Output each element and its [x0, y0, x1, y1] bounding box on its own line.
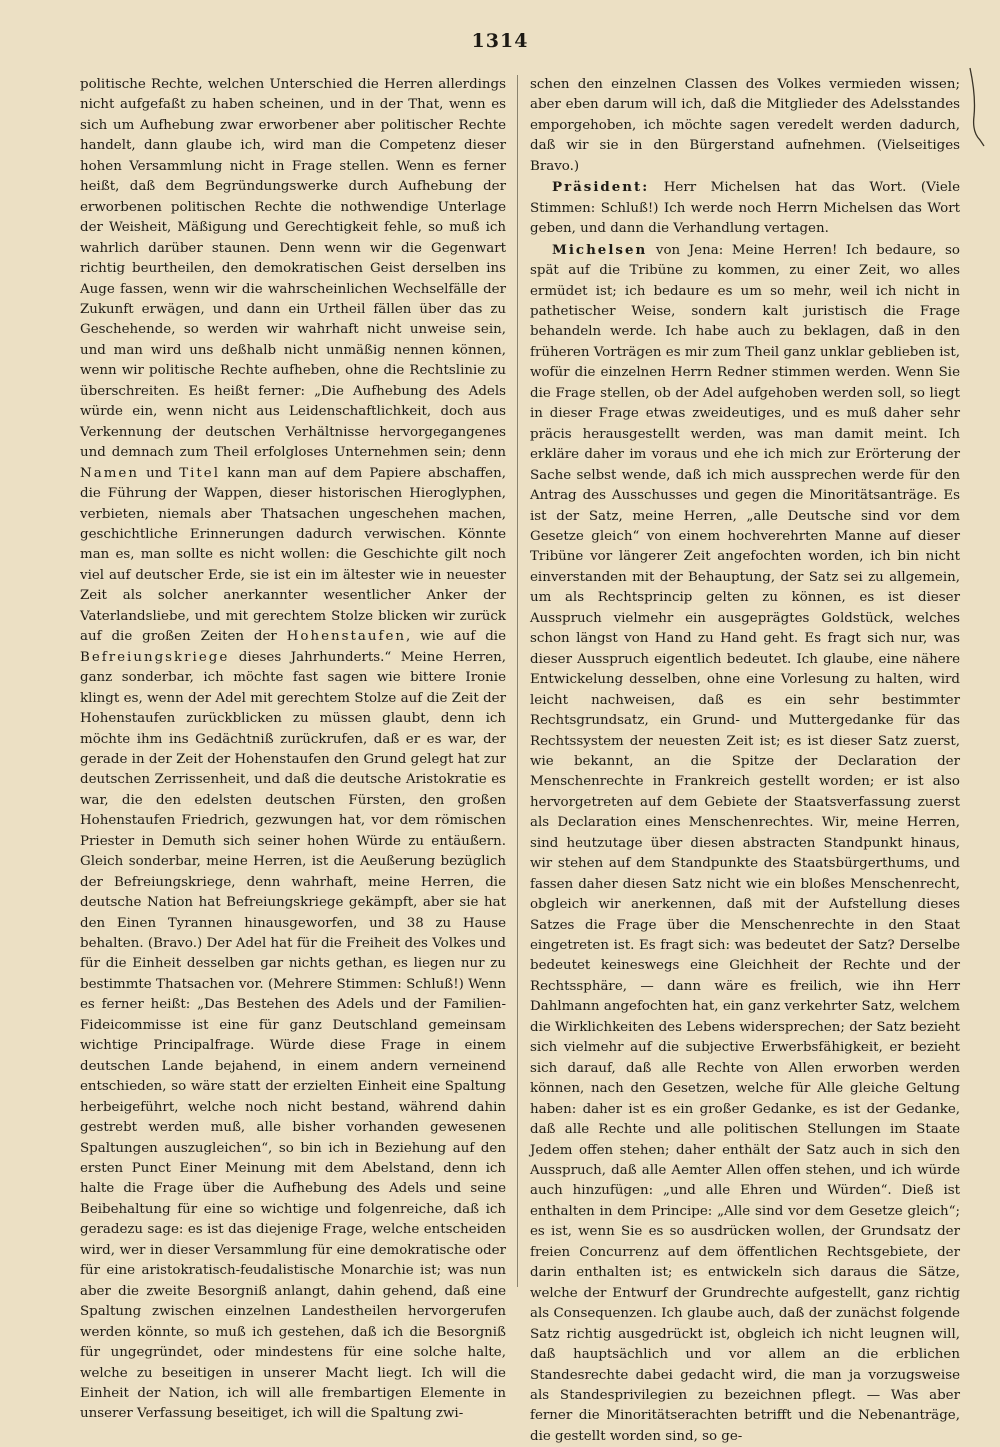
- spaced-word-hohenstaufen: Hohenstaufen: [286, 629, 407, 645]
- spaced-word-befreiungskriege: Befreiungskriege: [80, 649, 230, 665]
- left-paragraph: [80, 75, 506, 1425]
- left-column: [80, 75, 506, 1422]
- spaced-word-namen: Namen: [80, 465, 139, 481]
- president-text: Herr Michelsen hat das Wort. (Viele Stimmen: Schluß!) Ich werde noch Herrn Michelsen das Wort geben, und dann die Verhandlung vertagen.: [530, 180, 960, 237]
- president-paragraph: [530, 177, 960, 239]
- left-text-und: und: [138, 465, 180, 481]
- spaced-word-titel: Titel: [179, 465, 220, 481]
- michelsen-paragraph: [530, 240, 960, 1447]
- margin-bracket-mark: [966, 66, 986, 148]
- column-divider: [517, 75, 518, 1287]
- michelsen-text: von Jena: Meine Herren! Ich bedaure, so spät auf die Tribüne zu kommen, zu einer Zeit, wo alles ermüdet ist; ich bedaure es um so mehr, weil ich nicht in pathetischer Weise, sondern kalt juristisch die Frage behandeln werde. Ich habe auch zu beklagen, daß in den früheren Vorträgen es mir zum Theil ganz unklar geblieben ist, wofür die einzelnen Herrn Redner stimmen werden. Wenn Sie die Frage stellen, ob der Adel aufgehoben werden soll, so liegt in dieser Frage etwas zweideutiges, und es muß daher sehr präcis herausgestellt werden, was man damit meint. Ich erkläre daher im voraus und ehe ich mich zur Erörterung der Sache selbst wende, daß ich mich aussprechen werde für den Antrag des Ausschusses und gegen die Minoritätsanträge. Es ist der Satz, meine Herren, „alle Deutsche sind vor dem Gesetze gleich“ von einem hochverehrten Manne auf dieser Tribüne vor längerer Zeit angefochten worden, ich bin nicht einverstanden mit der Behauptung, der Satz sei zu allgemein, um als Rechtsprincip gelten zu können, es ist dieser Ausspruch vielmehr ein ausgeprägtes Goldstück, welches schon längst von Hand zu Hand geht. Es fragt sich nur, was dieser Ausspruch eigentlich bedeutet. Ich glaube, eine nähere Entwickelung desselben, ohne eine Vorlesung zu halten, wird leicht nachweisen, daß es ein sehr bestimmter Rechtsgrundsatz, ein Grund- und Muttergedanke für das Rechtssystem der neuesten Zeit ist; es ist dieser Satz zuerst, wie bekannt, an die Spitze der Declaration der Menschenrechte in Frankreich gestellt worden; er ist also hervorgetreten auf dem Gebiete der Staatsverfassung zuerst als Declaration eines Menschenrechtes. Wir, meine Herren, sind heutzutage über diesen abstracten Standpunkt hinaus, wir stehen auf dem Standpunkte des Staatsbürgerthums, und fassen daher diesen Satz nicht wie ein bloßes Menschenrecht, obgleich wir anerkennen, daß mit der Aufstellung dieses Satzes die Frage über die Menschenrechte in den Staat eingetreten ist. Es fragt sich: was bedeutet der Satz? Derselbe bedeutet keineswegs eine Gleichheit der Rechte und der Rechtssphäre, — dann wäre es freilich, wie ihn Herr Dahlmann angefochten hat, ein ganz verkehrter Satz, welchem die Wirklichkeiten des Lebens widersprechen; der Satz bezieht sich vielmehr auf die subjective Erwerbsfähigkeit, er bezieht sich darauf, daß alle Rechte von Allen erworben werden können, nach den Gesetzen, welche für Alle gleiche Geltung haben: daher ist es ein großer Gedanke, es ist der Gedanke, daß alle Rechte und alle politischen Stellungen im Staate Jedem offen stehen; daher enthält der Satz auch in sich den Ausspruch, daß alle Aemter Allen offen stehen, und ich würde auch hinzufügen: „und alle Ehren und Würden“. Dieß ist enthalten in dem Principe: „Alle sind vor dem Gesetze gleich“; es ist, wenn Sie es so ausdrücken wollen, der Grundsatz der freien Concurrenz auf dem öffentlichen Rechtsgebiete, der darin enthalten ist; es entwickeln sich daraus die Sätze, welche der Entwurf der Grundrechte aufgestellt, ganz richtig als Consequenzen. Ich glaube auch, daß der zunächst folgende Satz richtig ausgedrückt ist, obgleich ich nicht leugnen will, daß hauptsächlich und vor allem an die erblichen Standesrechte dabei gedacht wird, die man ja vorzugsweise als Standesprivilegien zu bezeichnen pflegt. — Was aber ferner die Minoritätserachten betrifft und die Nebenanträge, die gestellt worden sind, so ge-: [530, 242, 960, 1444]
- speaker-label-michelsen: Michelsen: [552, 241, 648, 258]
- page-number: 1314: [471, 30, 529, 52]
- right-paragraph-1: schen den einzelnen Classen des Volkes vermieden wissen; aber eben darum will ich, daß die Mitglieder des Adelsstandes emporgehoben, ich möchte sagen veredelt werden dadurch, daß wir sie in den Bürgerstand aufnehmen. (Vielseitiges Bravo.): [530, 77, 960, 174]
- left-text-2: kann man auf dem Papiere abschaffen, die Führung der Wappen, dieser historischen Hieroglyphen, verbieten, niemals aber Thatsachen ungeschehen machen, geschichtliche Erinnerungen dadurch verwischen. Könnte man es, man sollte es nicht wollen: die Geschichte gilt noch viel auf deutscher Erde, sie ist ein im ältester wie in neuester Zeit als solcher anerkannter wesentlicher Anker der Vaterlandsliebe, und mit gerechtem Stolze blicken wir zurück auf die großen Zeiten der: [80, 465, 506, 645]
- speaker-label-president: Präsident:: [552, 179, 650, 196]
- left-text-4: dieses Jahrhunderts.“ Meine Herren, ganz sonderbar, ich möchte fast sagen wie bittere Ironie klingt es, wenn der Adel mit gerechtem Stolze auf die Zeit der Hohenstaufen zurückblicken zu müssen glaubt, denn ich möchte ihm ins Gedächtniß zurückrufen, daß er es war, der gerade in der Zeit der Hohenstaufen den Grund gelegt hat zur deutschen Zerrissenheit, und daß die deutsche Aristokratie es war, die den edelsten deutschen Fürsten, den großen Hohenstaufen Friedrich, gezwungen hat, vor dem römischen Priester in Demuth sich seiner hohen Würde zu entäußern. Gleich sonderbar, meine Herren, ist die Aeußerung bezüglich der Befreiungskriege, denn wahrhaft, meine Herren, die deutsche Nation hat Befreiungskriege gekämpft, aber sie hat den Einen Tyrannen hinausgeworfen, und 38 zu Hause behalten. (Bravo.) Der Adel hat für die Freiheit des Volkes und für die Einheit desselben gar nichts gethan, es liegen nur zu bestimmte Thatsachen vor. (Mehrere Stimmen: Schluß!) Wenn es ferner heißt: „Das Bestehen des Adels und der Familien-Fideicommisse ist eine für ganz Deutschland gemeinsam wichtige Principalfrage. Würde diese Frage in einem deutschen Lande bejahend, in einem andern verneinend entschieden, so wäre statt der erzielten Einheit eine Spaltung herbeigeführt, welche noch nicht bestand, während dahin gestrebt werden muß, alle bisher vorhanden gewesenen Spaltungen auszugleichen“, so bin ich in Beziehung auf den ersten Punct Einer Meinung mit dem Abelstand, denn ich halte die Frage über die Aufhebung des Adels und seine Beibehaltung für eine so wichtige und folgenreiche, daß ich geradezu sage: es ist das diejenige Frage, welche entscheiden wird, wer in dieser Versammlung für eine demokratische oder für eine aristokratisch-feudalistische Monarchie ist; was nun aber die zweite Besorgniß anlangt, dahin gehend, daß eine Spaltung zwischen einzelnen Landestheilen hervorgerufen werden könnte, so muß ich gestehen, daß ich die Besorgniß für ungegründet, oder mindestens für eine solche halte, welche zu beseitigen in unserer Macht liegt. Ich will die Einheit der Nation, ich will alle frembartigen Elemente in unserer Verfassung beseitiget, ich will die Spaltung zwi-: [80, 649, 506, 1422]
- left-text-3: , wie auf die: [406, 629, 506, 645]
- left-text-1: politische Rechte, welchen Unterschied die Herren allerdings nicht aufgefaßt zu haben scheinen, und in der That, wenn es sich um Aufhebung zwar erworbener aber politischer Rechte handelt, dann glaube ich, wird man die Competenz dieser hohen Versammlung nicht in Frage stellen. Wenn es ferner heißt, daß dem Begründungswerke durch Aufhebung der erworbenen politischen Rechte die nothwendige Unterlage der Weisheit, Mäßigung und Gerechtigkeit fehle, so muß ich wahrlich darüber staunen. Denn wenn wir die Gegenwart richtig beurtheilen, den demokratischen Geist derselben ins Auge fassen, wenn wir die wahrscheinlichen Wechselfälle der Zukunft erwägen, und dann ein Urtheil fällen über das zu Geschehende, so werden wir wahrhaft nicht unweise sein, und man wird uns deßhalb nicht unmäßig nennen können, wenn wir politische Rechte aufheben, ohne die Rechtslinie zu überschreiten. Es heißt ferner: „Die Aufhebung des Adels würde ein, wenn nicht aus Leidenschaftlichkeit, doch aus Verkennung der deutschen Verhältnisse hervorgegangenes und demnach zum Theil erfolgloses Unternehmen sein; denn: [80, 77, 506, 461]
- right-column: [530, 75, 960, 1444]
